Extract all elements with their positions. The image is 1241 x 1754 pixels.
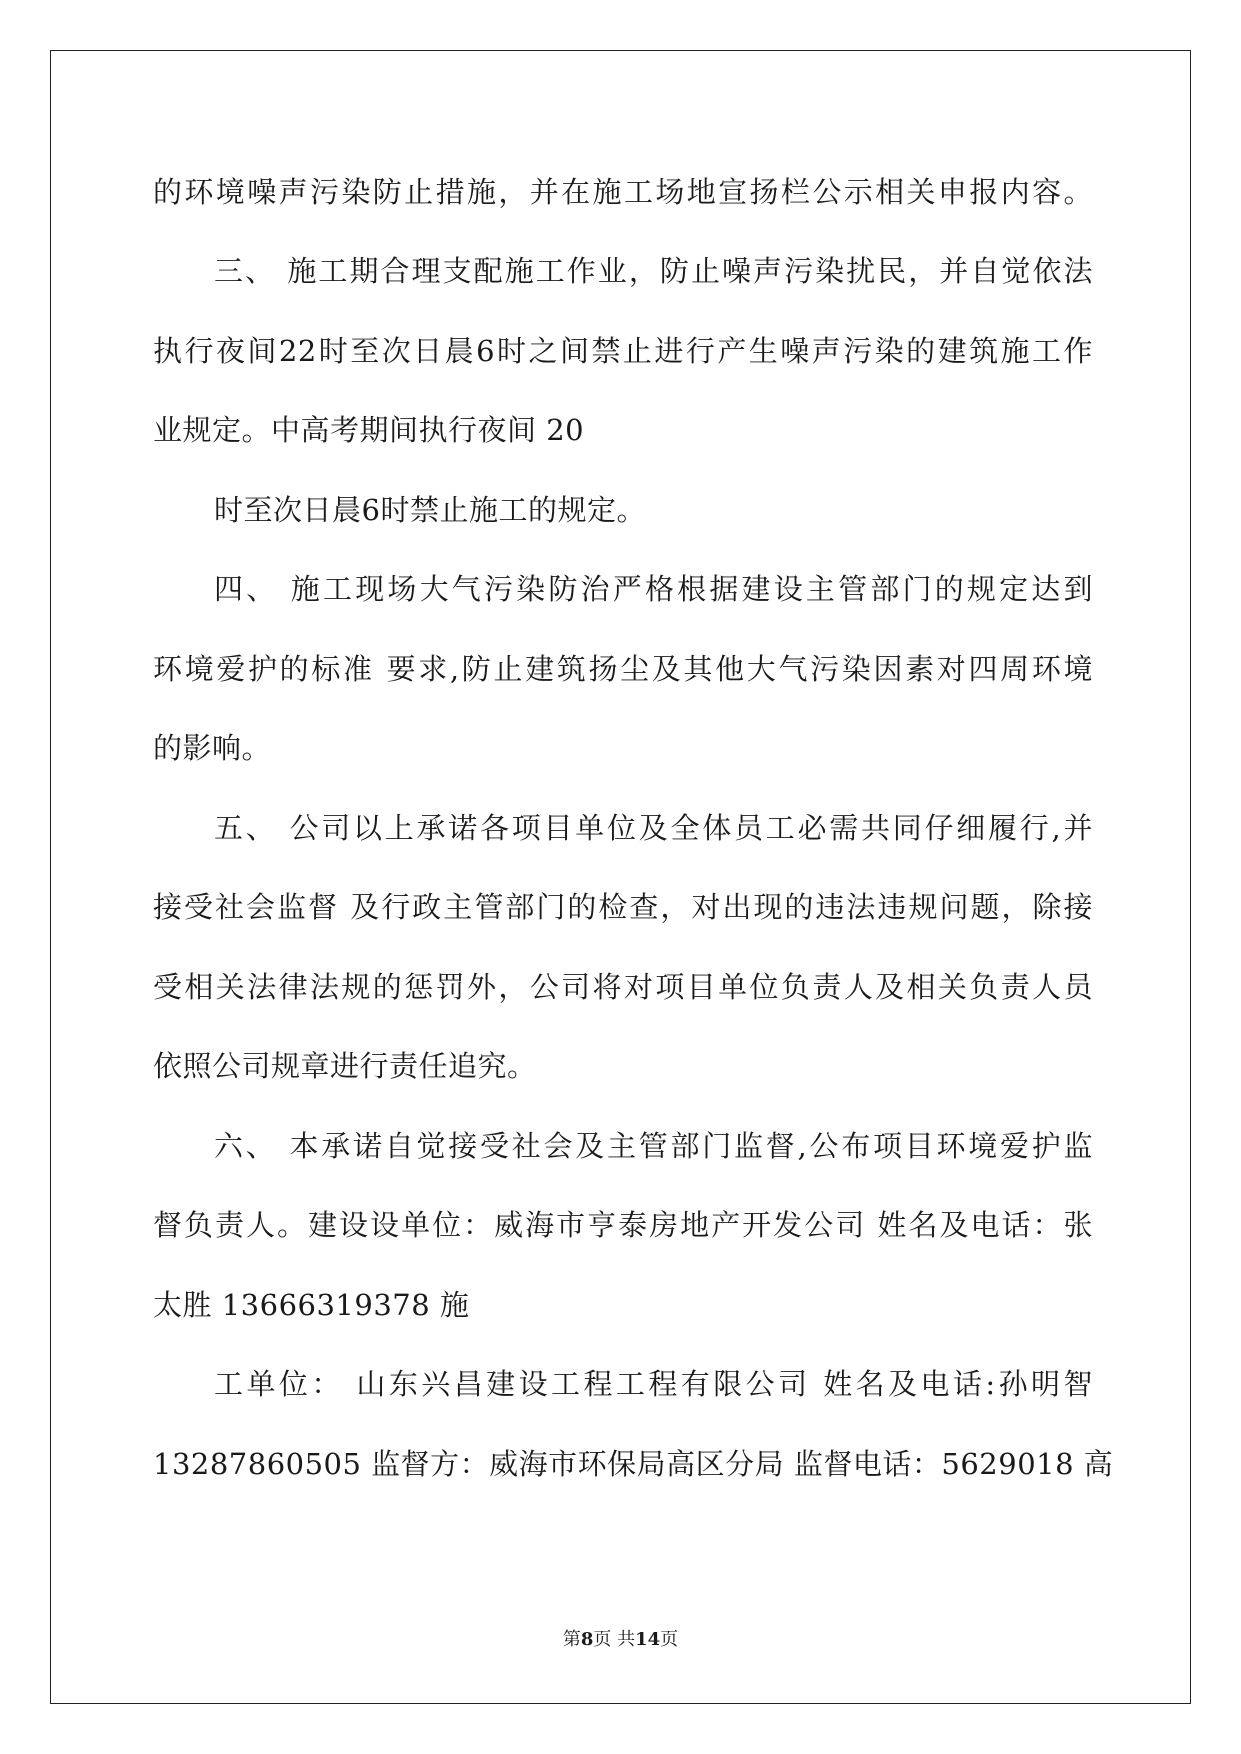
- text-line: 六、 本承诺自觉接受社会及主管部门监督,公布项目环境爱护监: [214, 1129, 1093, 1163]
- text-line: 13287860505 监督方：威海市环保局高区分局 监督电话：5629018 高: [153, 1447, 1114, 1481]
- text-line: 受相关法律法规的惩罚外，公司将对项目单位负责人及相关负责人员: [153, 970, 1093, 1004]
- footer-mid: 页 共: [593, 1629, 636, 1650]
- text-line: 四、 施工现场大气污染防治严格根据建设主管部门的规定达到: [214, 572, 1093, 606]
- text-line: 依照公司规章进行责任追究。: [153, 1049, 537, 1083]
- text-line: 执行夜间22时至次日晨6时之间禁止进行产生噪声污染的建筑施工作: [153, 334, 1093, 368]
- text-line: 接受社会监督 及行政主管部门的检查，对出现的违法违规问题，除接: [153, 890, 1093, 924]
- text-line: 工单位： 山东兴昌建设工程工程有限公司 姓名及电话:孙明智: [214, 1367, 1093, 1401]
- total-pages: 14: [635, 1629, 661, 1650]
- text-line: 时至次日晨6时禁止施工的规定。: [214, 493, 646, 527]
- footer-prefix: 第: [562, 1629, 581, 1650]
- text-line: 督负责人。建设设单位：威海市亨泰房地产开发公司 姓名及电话：张: [153, 1208, 1093, 1242]
- text-line: 的影响。: [153, 731, 272, 765]
- text-line: 业规定。中高考期间执行夜间 20: [153, 413, 585, 447]
- text-line: 环境爱护的标准 要求,防止建筑扬尘及其他大气污染因素对四周环境: [153, 652, 1093, 686]
- text-line: 三、 施工期合理支配施工作业，防止噪声污染扰民，并自觉依法: [214, 254, 1093, 288]
- text-line: 五、 公司以上承诺各项目单位及全体员工必需共同仔细履行,并: [214, 811, 1093, 845]
- page-footer: [0, 1628, 1241, 1652]
- page-number: 8: [580, 1629, 594, 1650]
- text-line: 的环境噪声污染防止措施，并在施工场地宣扬栏公示相关申报内容。: [153, 175, 1093, 209]
- footer-suffix: 页: [660, 1629, 679, 1650]
- text-line: 太胜 13666319378 施: [153, 1288, 470, 1322]
